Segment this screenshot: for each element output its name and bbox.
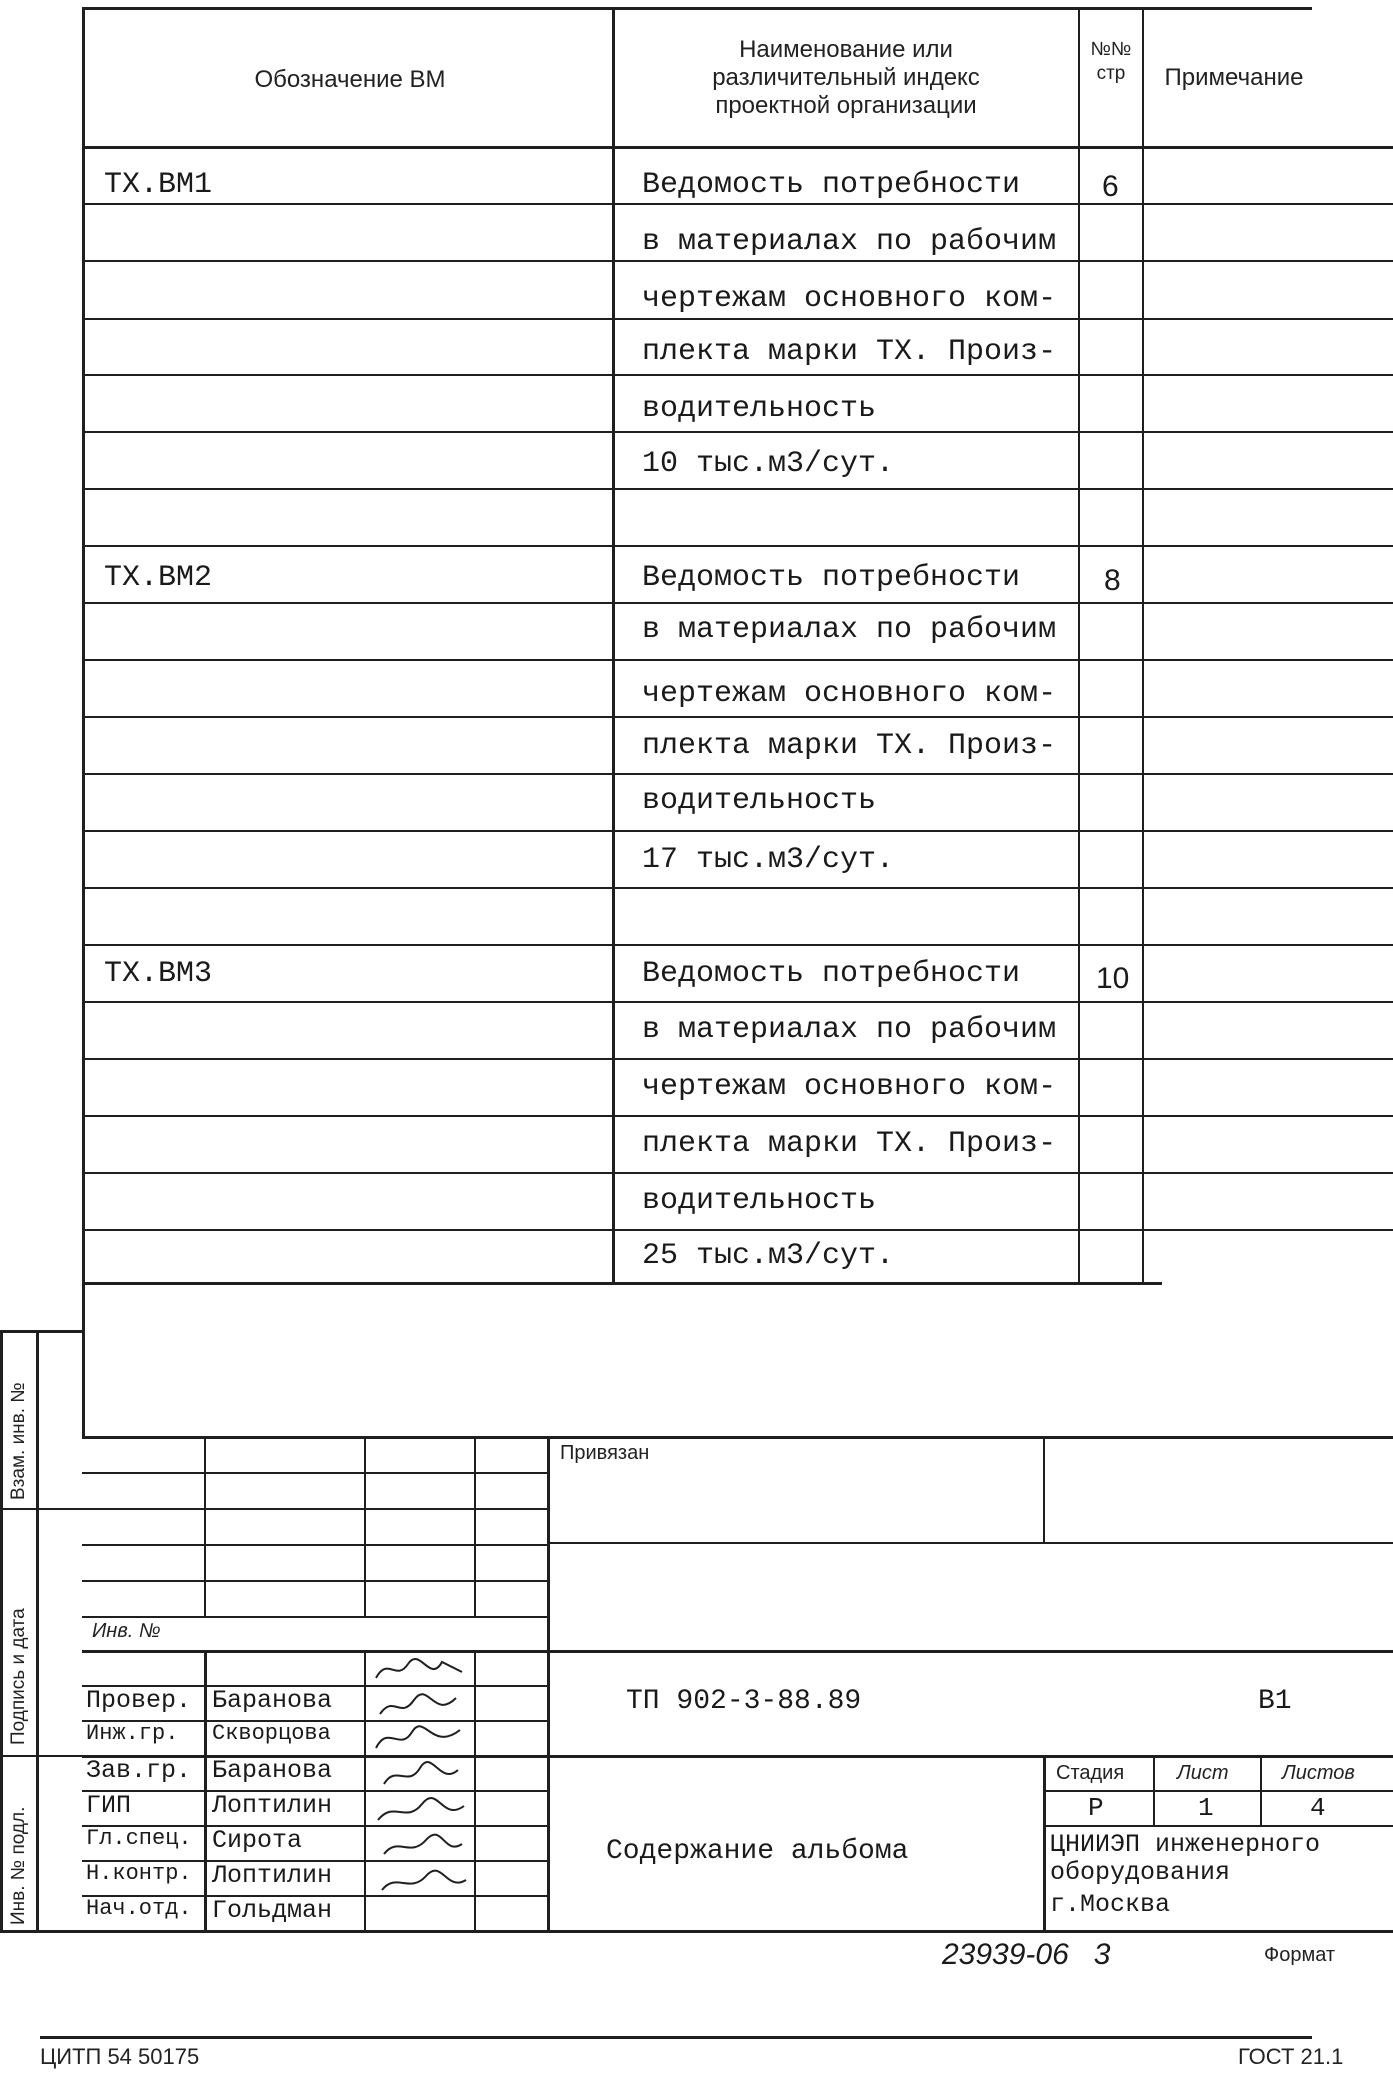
header-name-line-1: Наименование или [739,36,953,63]
header-name [614,36,1078,120]
staff-name: Баранова [212,1756,333,1785]
format-label: Формат [1264,1944,1336,1966]
entry-line: 25 тыс.м3/сут. [642,1239,895,1273]
staff-name: Скворцова [212,1721,331,1746]
staff-role: ГИП [86,1791,132,1820]
staff-role: Провер. [86,1686,192,1715]
entry-line: 17 тыс.м3/сут. [642,843,895,877]
side-label-podpis: Подпись и дата [8,1608,29,1745]
entry-line: плекта марки ТХ. Произ- [642,1127,1057,1161]
entry-line: чертежам основного ком- [642,677,1057,711]
footer-rule [40,2036,1312,2039]
entry-code: ТХ.ВМ2 [104,561,213,595]
entry-line: Ведомость потребности [642,168,1021,202]
sheet-value: 1 [1198,1793,1214,1823]
sheet-header: Лист [1177,1762,1229,1784]
header-designation: Обозначение ВМ [254,66,446,93]
staff-role: Нач.отд. [86,1896,192,1921]
signatures-graphic [370,1654,470,1930]
sheets-header: Листов [1282,1762,1355,1784]
entry-line: водительность [642,784,877,818]
entry-line: чертежам основного ком- [642,1070,1057,1104]
header-page [1080,38,1142,86]
entry-code: ТХ.ВМ3 [104,957,213,991]
entry-line: в материалах по рабочим [642,225,1057,259]
org-line-1: ЦНИИЭП инженерного [1050,1830,1321,1859]
staff-name: Лоптилин [212,1791,333,1820]
header-page-line-2: стр [1096,63,1126,84]
staff-role: Инж.гр. [86,1721,179,1746]
document-title: Содержание альбома [606,1836,909,1867]
entry-line: в материалах по рабочим [642,613,1057,647]
doc-code: ТП 902-3-88.89 [626,1686,862,1717]
entry-line: чертежам основного ком- [642,282,1057,316]
stage-header: Стадия [1056,1762,1125,1784]
entry-page: 10 [1096,962,1130,995]
staff-role: Н.контр. [86,1861,192,1886]
archive-number: 23939-06 3 [942,1938,1111,1971]
table-left-border [82,7,85,1437]
footer-right-code: ГОСТ 21.1 [1238,2044,1344,2069]
side-label-vzam: Взам. инв. № [8,1382,29,1500]
entry-line: плекта марки ТХ. Произ- [642,729,1057,763]
entry-line: водительность [642,1184,877,1218]
staff-role: Зав.гр. [86,1756,192,1785]
entry-line: в материалах по рабочим [642,1013,1057,1047]
staff-name: Сирота [212,1826,303,1855]
staff-name: Гольдман [212,1896,333,1925]
stage-value: Р [1088,1793,1104,1823]
org-line-3: г.Москва [1050,1890,1171,1919]
header-name-line-3: проектной организации [715,92,977,119]
entry-line: Ведомость потребности [642,561,1021,595]
entry-line: водительность [642,392,877,426]
sheets-value: 4 [1310,1793,1326,1823]
header-name-line-2: различительный индекс [712,64,980,91]
privyazan-label: Привязан [560,1442,650,1464]
footer-left-code: ЦИТП 54 50175 [40,2044,200,2069]
staff-name: Лоптилин [212,1861,333,1890]
entry-line: Ведомость потребности [642,957,1021,991]
org-line-2: оборудования [1050,1858,1231,1887]
entry-page: 8 [1104,564,1121,597]
staff-role: Гл.спец. [86,1826,192,1851]
entry-line: 10 тыс.м3/сут. [642,447,895,481]
inv-no-label: Инв. № [92,1620,161,1642]
staff-name: Баранова [212,1686,333,1715]
entry-line: плекта марки ТХ. Произ- [642,335,1057,369]
sheet-code: В1 [1258,1686,1292,1717]
header-note: Примечание [1164,64,1304,91]
entry-page: 6 [1102,170,1119,203]
side-label-inv-podl: Инв. № подл. [8,1806,29,1925]
header-page-line-1: №№ [1090,39,1132,60]
entry-code: ТХ.ВМ1 [104,168,213,202]
